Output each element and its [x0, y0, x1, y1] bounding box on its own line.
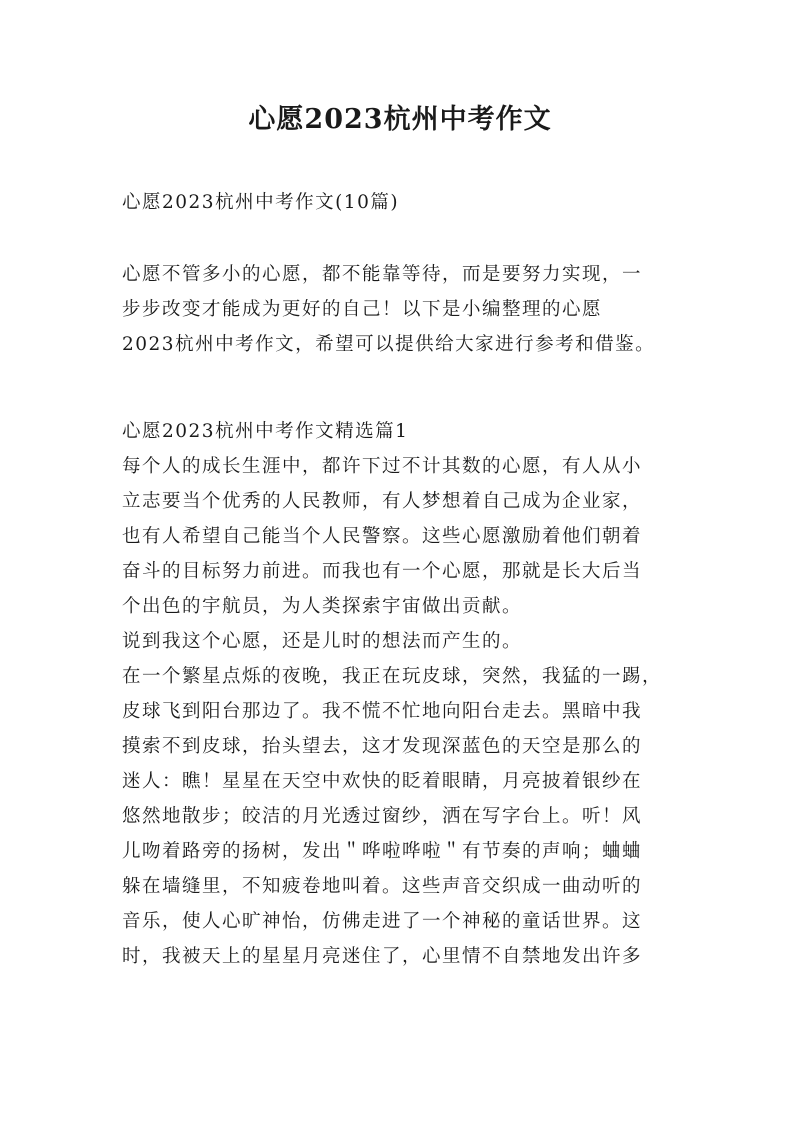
body-line: 悠然地散步；皎洁的月光透过窗纱，洒在写字台上。听！风 [122, 806, 643, 827]
body-line: 皮球飞到阳台那边了。我不慌不忙地向阳台走去。黑暗中我 [122, 701, 643, 722]
subtitle-line: 心愿2023杭州中考作文(10篇) [122, 192, 400, 213]
body-line: 奋斗的目标努力前进。而我也有一个心愿，那就是长大后当 [122, 561, 643, 582]
body-line: 时，我被天上的星星月亮迷住了，心里情不自禁地发出许多 [122, 946, 643, 967]
section-heading: 心愿2023杭州中考作文精选篇1 [122, 421, 409, 442]
body-line: 躲在墙缝里，不知疲卷地叫着。这些声音交织成一曲动听的 [122, 876, 643, 897]
body-line: 也有人希望自己能当个人民警察。这些心愿激励着他们朝着 [122, 526, 643, 547]
intro-line: 2023杭州中考作文，希望可以提供给大家进行参考和借鉴。 [122, 334, 656, 355]
body-line: 每个人的成长生涯中，都许下过不计其数的心愿，有人从小 [122, 456, 643, 477]
body-line: 个出色的宇航员，为人类探索宇宙做出贡献。 [122, 596, 523, 617]
document-title: 心愿2023杭州中考作文 [248, 104, 552, 135]
body-line: 说到我这个心愿，还是儿时的想法而产生的。 [122, 631, 523, 652]
body-line: 在一个繁星点烁的夜晚，我正在玩皮球，突然，我猛的一踢， [122, 666, 663, 687]
intro-line: 步步改变才能成为更好的自己！以下是小编整理的心愿 [122, 299, 603, 320]
body-line: 音乐，使人心旷神怡，仿佛走进了一个神秘的童话世界。这 [122, 911, 643, 932]
intro-paragraph [122, 257, 692, 362]
body-line: 摸索不到皮球，抬头望去，这才发现深蓝色的天空是那么的 [122, 736, 643, 757]
body-line: 立志要当个优秀的人民教师，有人梦想着自己成为企业家， [122, 491, 643, 512]
essay-body [122, 414, 692, 974]
body-line: 迷人：瞧！星星在天空中欢快的眨着眼睛，月亮披着银纱在 [122, 771, 643, 792]
document-subtitle [122, 185, 692, 220]
body-line: 儿吻着路旁的扬树，发出＂哗啦哗啦＂有节奏的声响；蛐蛐 [122, 841, 643, 862]
intro-line: 心愿不管多小的心愿，都不能靠等待，而是要努力实现，一 [122, 264, 643, 285]
